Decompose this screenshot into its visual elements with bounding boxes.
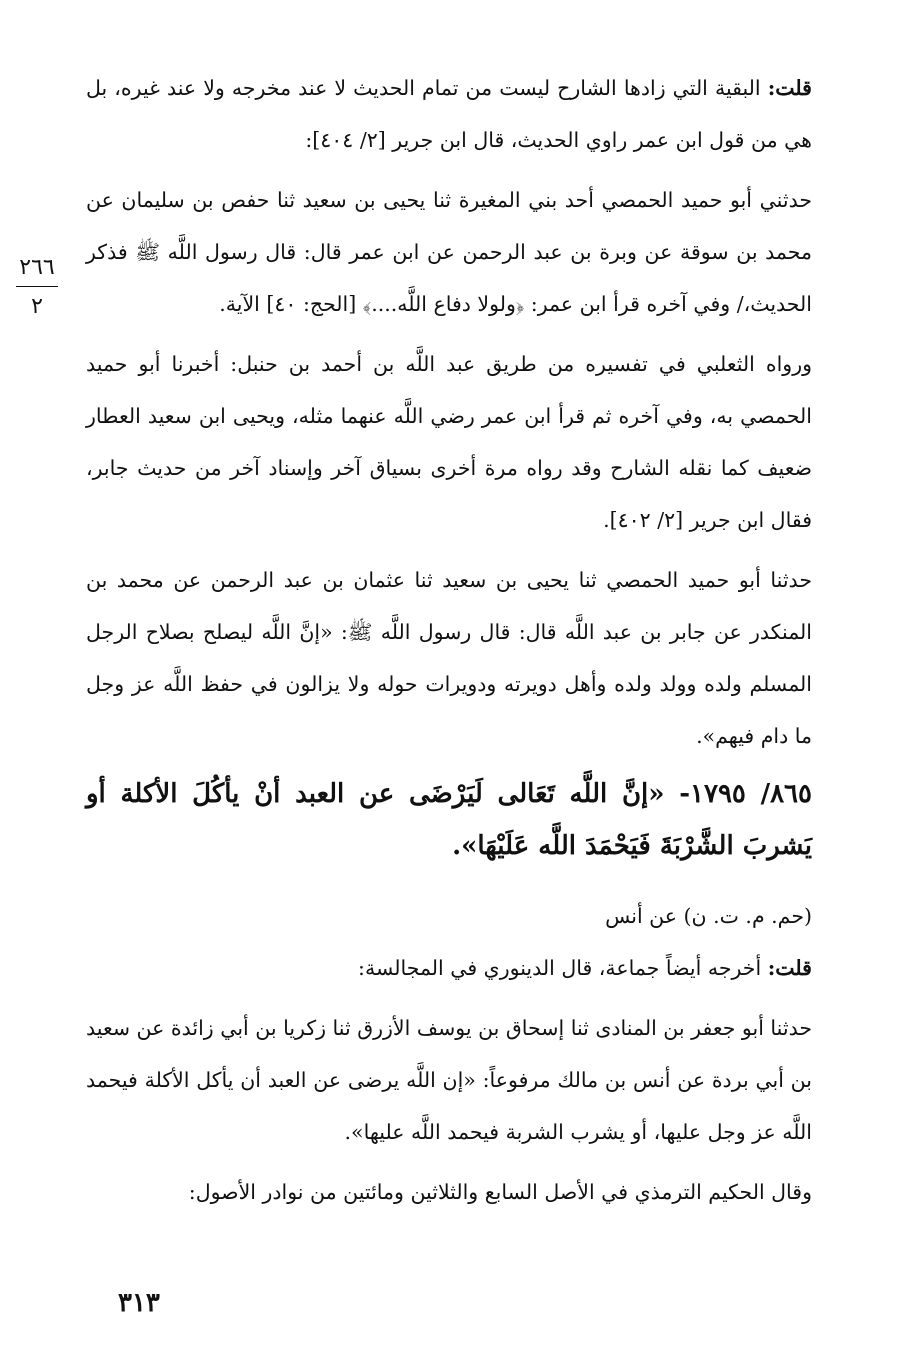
paragraph-lead: قلت:	[767, 76, 812, 100]
margin-reference	[10, 254, 64, 321]
paragraph-text: ورواه الثعلبي في تفسيره من طريق عبد اللَّه بن أحمد بن حنبل: أخبرنا أبو حميد الحمصي به، وفي آخره ثم قرأ ابن عمر رضي اللَّه عنهما مثله، ويحيى ابن سعيد العطار ضعيف كما نقله الشارح وقد رواه مرة أخرى بسياق آخر وإسناد آخر من حديث جابر، فقال ابن جرير [٢/ ٤٠٢].	[86, 352, 812, 532]
paragraph-text: وقال الحكيم الترمذي في الأصل السابع والثلاثين ومائتين من نوادر الأصول:	[188, 1180, 812, 1204]
paragraph-text: حدثنا أبو حميد الحمصي ثنا يحيى بن سعيد ثنا عثمان بن عبد الرحمن عن محمد بن المنكدر عن جابر بن عبد اللَّه قال: قال رسول اللَّه ﷺ: «إنَّ اللَّه ليصلح بصلاح الرجل المسلم ولده وولد ولده وأهل دويرته ودويرات حوله ولا يزالون في حفظ اللَّه عز وجل ما دام فيهم».	[86, 568, 812, 748]
margin-reference-volume-page: ٢٦٦	[19, 255, 55, 280]
paragraph-isnad-2	[86, 554, 812, 762]
paragraph-text: حدثني أبو حميد الحمصي أحد بني المغيرة ثنا يحيى بن سعيد ثنا حفص بن سليمان عن محمد بن سوقة عن وبرة بن عبد الرحمن عن ابن عمر قال: قال رسول اللَّه ﷺ فذكر الحديث،/ وفي آخره قرأ ابن عمر: ﴿ولولا دفاع اللَّه....﴾ [الحج: ٤٠] الآية.	[86, 188, 812, 316]
hadith-number: ٨٦٥/ ١٧٩٥-	[679, 779, 812, 809]
margin-reference-divider	[16, 286, 58, 287]
paragraph-isnad-1	[86, 174, 812, 330]
paragraph-lead: قلت:	[767, 956, 812, 980]
hadith-heading	[86, 768, 812, 872]
hadith-text: «إنَّ اللَّه تَعَالى لَيَرْضَى عن العبد أنْ يأكُلَ الأكلة أو يَشربَ الشَّرْبَةَ فَيَحْمَدَ اللَّه عَلَيْهَا».	[86, 779, 812, 861]
paragraph-text: أخرجه أيضاً جماعة، قال الدينوري في المجالسة:	[358, 956, 768, 980]
margin-reference-volume: ٢	[31, 294, 43, 319]
paragraph-text: حدثنا أبو جعفر بن المنادى ثنا إسحاق بن يوسف الأزرق ثنا زكريا بن أبي زائدة عن سعيد بن أبي بردة عن أنس بن مالك مرفوعاً: «إن اللَّه يرضى عن العبد أن يأكل الأكلة فيحمد اللَّه عز وجل عليها، أو يشرب الشربة فيحمد اللَّه عليها».	[86, 1016, 812, 1144]
paragraph-text: البقية التي زادها الشارح ليست من تمام الحديث لا عند مخرجه ولا عند غيره، بل هي من قول ابن عمر راوي الحديث، قال ابن جرير [٢/ ٤٠٤]:	[86, 76, 812, 152]
paragraph-commentary-1	[86, 62, 812, 166]
paragraph-commentary-2	[86, 338, 812, 546]
hadith-source: (حم. م. ت. ن) عن أنس	[605, 904, 812, 928]
paragraph-commentary-4	[86, 1166, 812, 1218]
page-body	[86, 62, 812, 1218]
paragraph-isnad-3	[86, 1002, 812, 1158]
page-number: ٣١٣	[118, 1288, 160, 1318]
paragraph-commentary-3	[86, 942, 812, 994]
